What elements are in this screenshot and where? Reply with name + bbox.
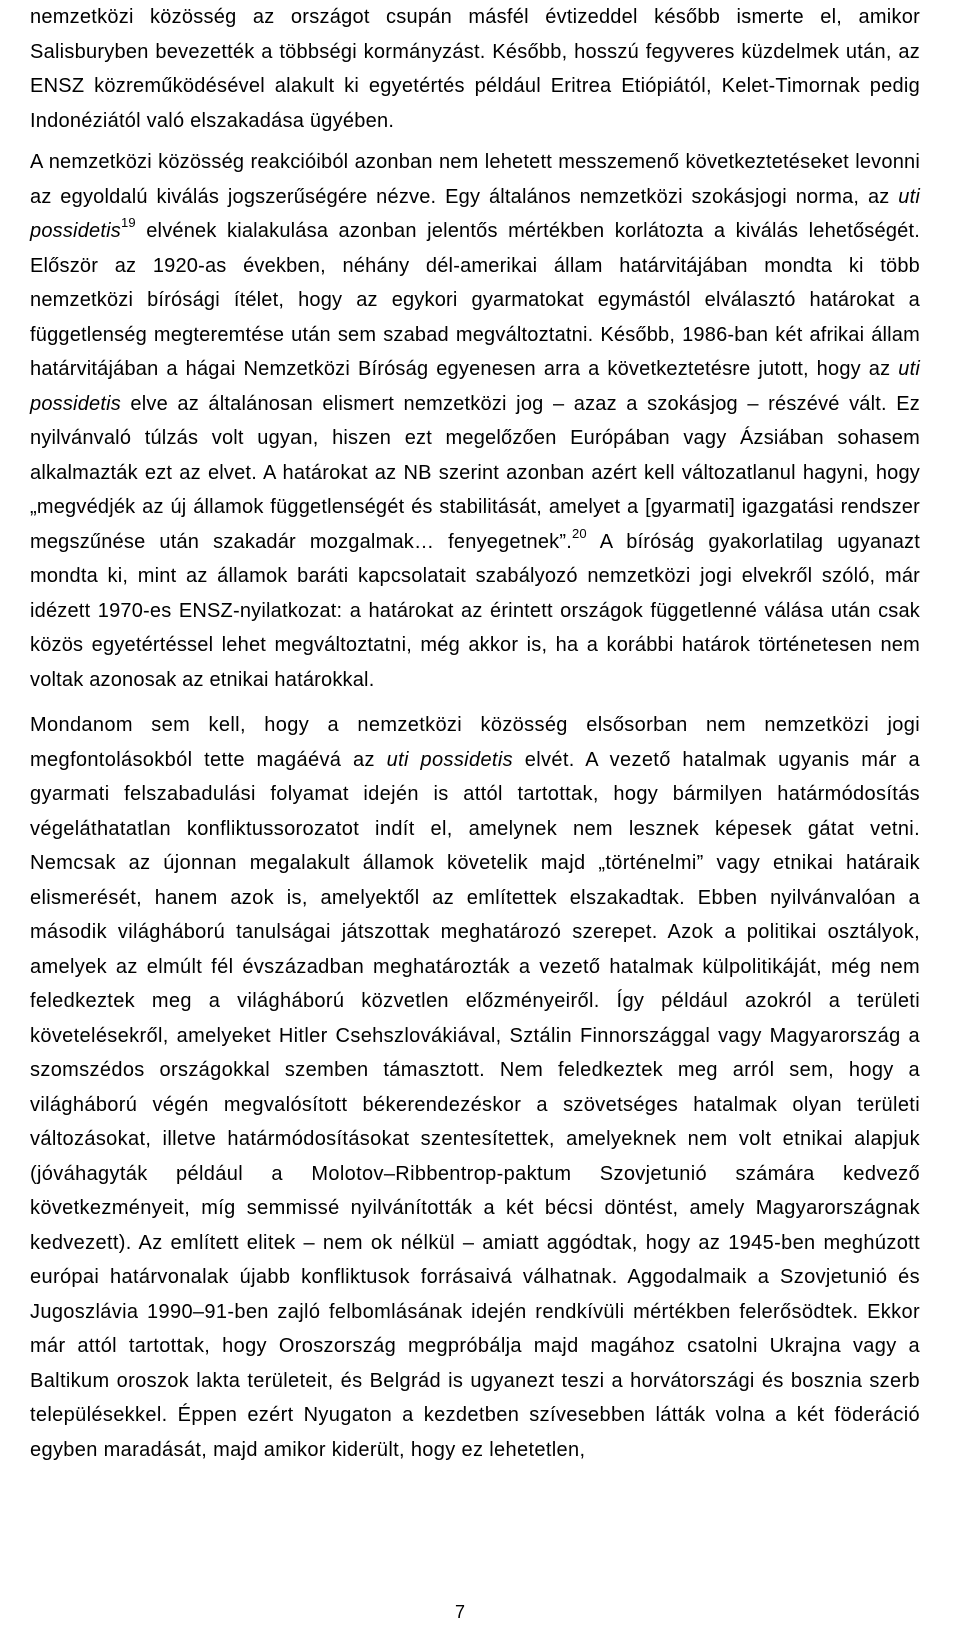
text-run: Mondanom sem kell, hogy a nemzetközi közösség elsősorban nem nemzetközi jogi megfontolásokból tette magáévá az <box>30 714 920 771</box>
italic-term: uti possidetis <box>386 748 513 771</box>
footnote-reference: 20 <box>571 525 587 541</box>
text-run: A bíróság gyakorlatilag ugyanazt mondta ki, mint az államok baráti kapcsolatait szabályozó nemzetközi jogi elvekről szóló, már idézett 1970-es ENSZ-nyilatkozat: a határokat az érintett országok függetlenné válása után csak közös egyetértéssel lehet megváltoztatni, még akkor is, ha a korábbi határok történetesen nem voltak azonosak az etnikai határokkal. <box>30 530 920 691</box>
text-run: elve az általánosan elismert nemzetközi jog – azaz a szokásjog – részévé vált. Ez nyilvánvaló túlzás volt ugyan, hiszen ezt megelőzően Európában vagy Ázsiában sohasem alkalmazták ezt az elvet. A határokat az NB szerint azonban azért kell változatlanul hagyni, hogy „megvédjék az új államok függetlenségét és stabilitását, amelyet a [gyarmati] igazgatási rendszer megszűnése után szakadár mozgalmak… fenyegetnek”. <box>30 392 920 553</box>
text-run: elvének kialakulása azonban jelentős mértékben korlátozta a kiválás lehetőségét. Először az 1920-as években, néhány dél-amerikai állam határvitájában mondta ki több nemzetközi bírósági ítélet, hogy az egykori gyarmatokat egymástól elválasztó határokat a függetlenség megteremtése után sem szabad megváltoztatni. Később, 1986-ban két afrikai állam határvitájában a hágai Nemzetközi Bíróság egyenesen arra a következtetésre jutott, hogy az <box>30 220 920 380</box>
text-run: elvét. A vezető hatalmak ugyanis már a gyarmati felszabadulási folyamat idején is attól tartottak, hogy bármilyen határmódosítás végeláthatatlan konfliktussorozatot indít el, amelynek nem lesznek képesek gátat vetni. Nemcsak az újonnan megalakult államok követelik majd „történelmi” vagy etnikai határaik elismerését, hanem azok is, amelyektől az említettek elszakadtak. Ebben nyilvánvalóan a második világháború tanulságai játszottak meghatározó szerepet. Azok a politikai osztályok, amelyek az elmúlt fél évszázadban meghatározták a vezető hatalmak külpolitikáját, még nem feledkeztek meg a világháború közvetlen előzményeiről. Így például azokról a területi követelésekről, amelyeket Hitler Csehszlovákiával, Sztálin Finnországgal vagy Magyarország a szomszédos országokkal szemben támasztott. Nem feledkeztek meg arról sem, hogy a világháború végén megvalósított békerendezéskor a szövetséges hatalmak olyan területi változásokat, illetve határmódosításokat szentesítettek, amelyeknek nem volt etnikai alapjuk (jóváhagyták például a Molotov–Ribbentrop-paktum Szovjetunió számára kedvező következményeit, míg semmissé nyilvánították a két bécsi döntést, amely Magyarországnak kedvezett). Az említett elitek – nem ok nélkül – amiatt aggódtak, hogy az 1945-ben meghúzott európai határvonalak újabb konfliktusok forrásaivá válhatnak. Aggodalmaik a Szovjetunió és Jugoszlávia 1990–91-ben zajló felbomlásának idején rendkívüli mértékben felerősödtek. Ekkor már attól tartottak, hogy Oroszország megpróbálja majd magához csatolni Ukrajna vagy a Baltikum oroszok lakta területeit, és Belgrád is ugyanezt teszi a horvátországi és bosznia szerb településekkel. Éppen ezért Nyugaton a kezdetben szívesebben látták volna a két föderáció egyben maradását, majd amikor kiderült, hogy ez lehetetlen, <box>30 748 920 1461</box>
paragraph-3 <box>30 708 920 1467</box>
text-run: A nemzetközi közösség reakcióiból azonban nem lehetett messzemenő következtetéseket levonni az egyoldalú kiválás jogszerűségére nézve. Egy általános nemzetközi szokásjogi norma, az <box>30 151 920 208</box>
page-number: 7 <box>454 1602 465 1622</box>
footnote-reference: 19 <box>120 215 136 231</box>
text-run: nemzetközi közösség az országot csupán másfél évtizeddel később ismerte el, amikor Salisburyben bevezették a többségi kormányzást. Később, hosszú fegyveres küzdelmek után, az ENSZ közreműködésével alakult ki egyetértés például Eritrea Etiópiától, Kelet-Timornak pedig Indonéziától való elszakadása ügyében. <box>30 6 920 132</box>
italic-term: uti possidetis <box>30 185 920 242</box>
paragraph-2 <box>30 145 920 697</box>
italic-term: uti possidetis <box>30 358 920 415</box>
paragraph-1 <box>30 0 920 138</box>
